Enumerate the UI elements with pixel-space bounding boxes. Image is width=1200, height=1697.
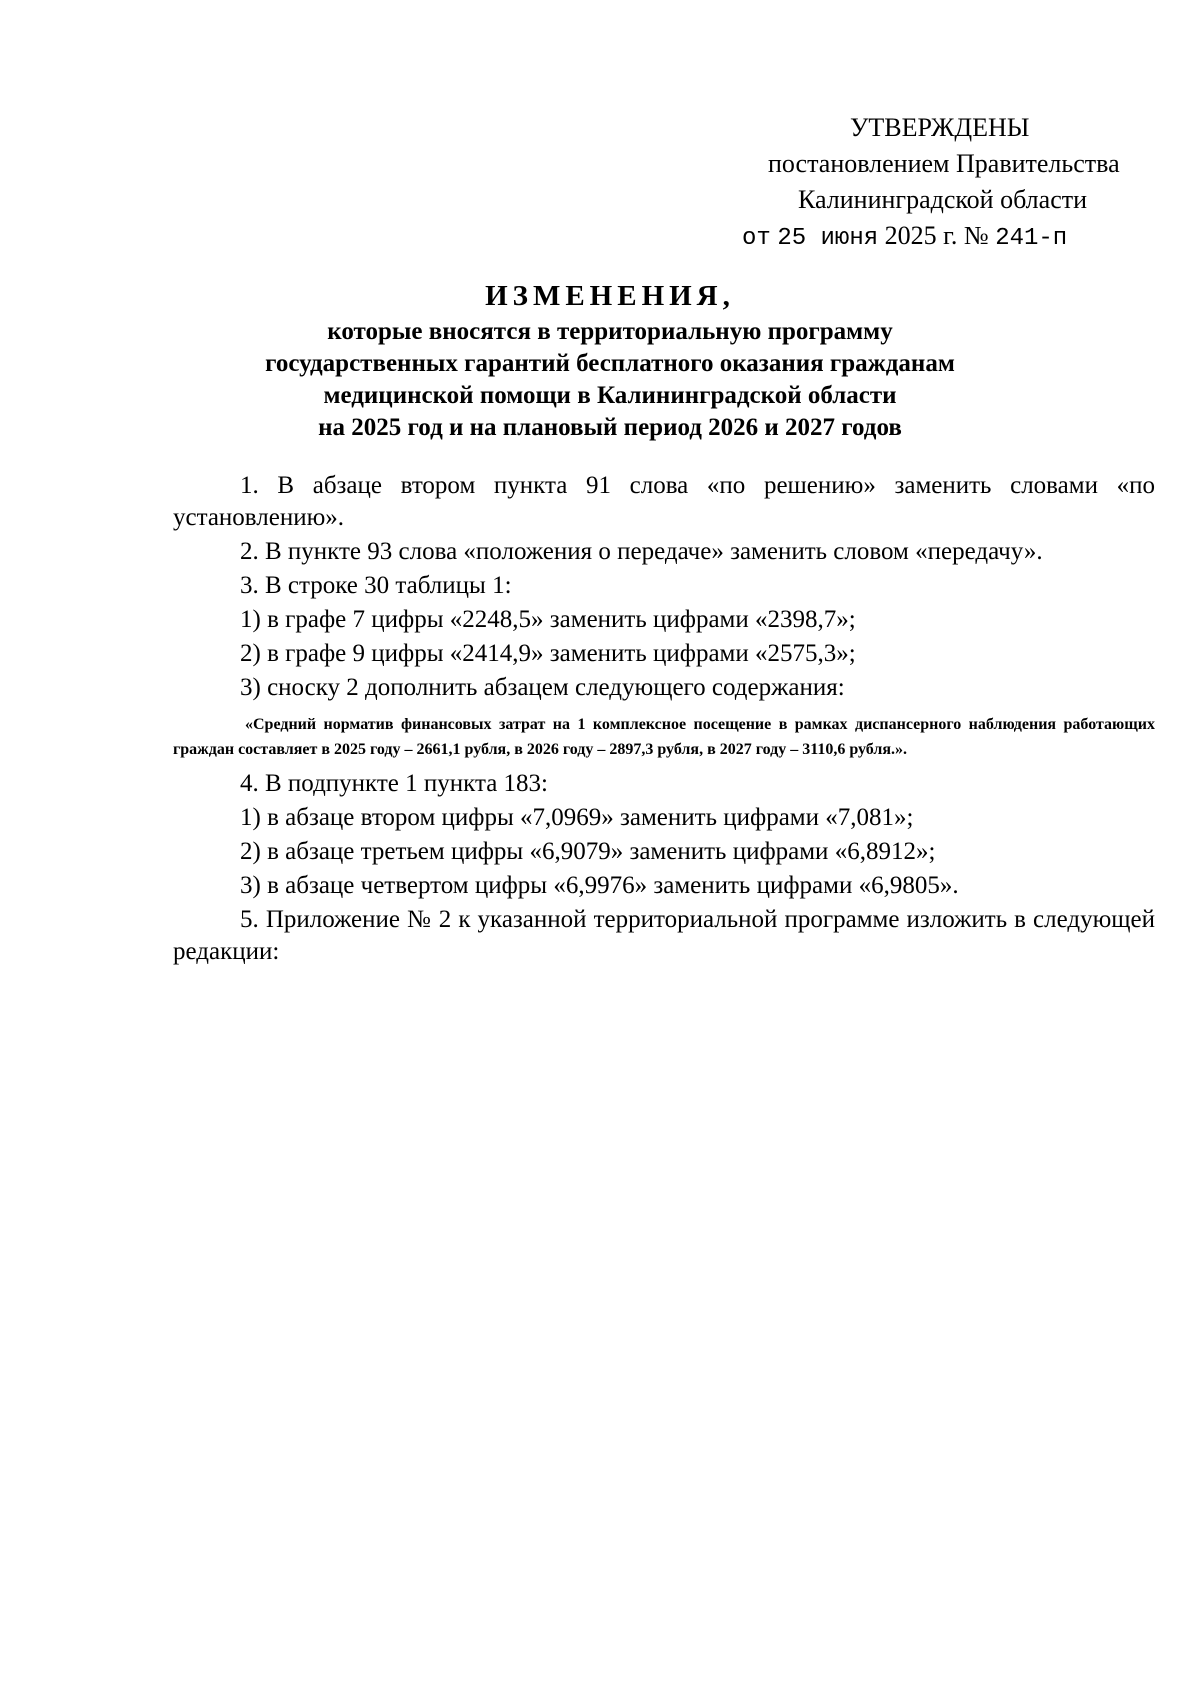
paragraph-5: 5. Приложение № 2 к указанной территориальной программе изложить в следующей редакции: [173, 906, 1155, 965]
approval-line-3: Калининградской области [798, 185, 1088, 214]
approval-number-sign: № [963, 221, 989, 250]
paragraph-2: 2. В пункте 93 слова «положения о передаче» заменить словом «передачу». [240, 538, 1043, 565]
document-body [173, 470, 1155, 968]
approval-heading: УТВЕРЖДЕНЫ [850, 113, 1030, 142]
approval-prefix: от [742, 225, 771, 252]
title-sub-line-1: которые вносятся в территориальную программу [327, 318, 893, 345]
title-main: ИЗМЕНЕНИЯ, [485, 280, 735, 312]
approval-year: 2025 г. [884, 221, 958, 250]
footnote-quote: «Средний норматив финансовых затрат на 1 комплексное посещение в рамках диспансерного наблюдения работающих граждан составляет в 2025 году – 2661,1 рубля, в 2026 году – 2897,3 рубля, в 2027 году – 3110,6 рубля.». [173, 716, 1155, 758]
approval-date: 25 июня [777, 225, 879, 252]
approval-number: 241-п [995, 225, 1068, 252]
document-title [180, 276, 1040, 444]
paragraph-4-3: 3) в абзаце четвертом цифры «6,9976» заменить цифрами «6,9805». [240, 872, 959, 899]
paragraph-4: 4. В подпункте 1 пункта 183: [240, 770, 548, 797]
title-sub-line-4: на 2025 год и на плановый период 2026 и 2027 годов [318, 414, 902, 441]
title-sub-line-2: государственных гарантий бесплатного оказания гражданам [265, 350, 955, 377]
paragraph-3-3: 3) сноску 2 дополнить абзацем следующего содержания: [240, 674, 845, 701]
approval-line-2: постановлением Правительства [768, 149, 1120, 178]
paragraph-4-1: 1) в абзаце втором цифры «7,0969» заменить цифрами «7,081»; [240, 804, 914, 831]
title-sub-line-3: медицинской помощи в Калининградской области [323, 382, 897, 409]
paragraph-4-2: 2) в абзаце третьем цифры «6,9079» заменить цифрами «6,8912»; [240, 838, 936, 865]
approval-date-line [730, 218, 1150, 257]
paragraph-1: 1. В абзаце втором пункта 91 слова «по решению» заменить словами «по установлению». [173, 472, 1155, 531]
paragraph-3-2: 2) в графе 9 цифры «2414,9» заменить цифрами «2575,3»; [240, 640, 856, 667]
paragraph-3: 3. В строке 30 таблицы 1: [240, 572, 512, 599]
approval-stamp [730, 110, 1150, 257]
paragraph-3-1: 1) в графе 7 цифры «2248,5» заменить цифрами «2398,7»; [240, 606, 856, 633]
